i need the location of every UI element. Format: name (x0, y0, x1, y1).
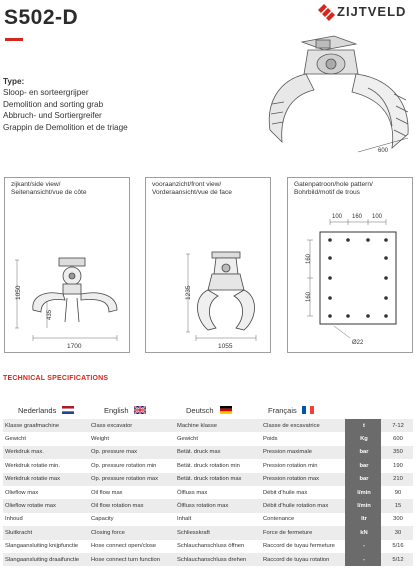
spec-cell-en: Op. pressure rotation max (89, 473, 175, 486)
spec-row (3, 513, 413, 526)
hole-dim-2: 160 (352, 214, 363, 220)
hole-dim-v2: 160 (306, 291, 312, 302)
spec-cell-de: Machine klasse (175, 419, 261, 432)
spec-cell-unit: - (345, 540, 381, 553)
specs-table (3, 419, 413, 566)
spec-cell-fr: Pression maximale (261, 446, 345, 459)
dutch-flag-icon (62, 406, 74, 414)
spec-cell-value: 190 (381, 459, 413, 472)
hole-pattern-caption-line2: Bohrbild/motif de trous (294, 189, 360, 197)
spec-cell-unit: l/min (345, 486, 381, 499)
spec-cell-de: Betät. druck rotation max (175, 473, 261, 486)
specs-heading: TECHNICAL SPECIFICATIONS (3, 375, 109, 382)
spec-cell-en: Op. pressure max (89, 446, 175, 459)
title-accent-bar (5, 38, 23, 41)
spec-cell-en: Capacity (89, 513, 175, 526)
spec-cell-en: Hose connect turn function (89, 553, 175, 566)
spec-cell-nl: Slangaansluiting draaifunctie (3, 553, 89, 566)
lang-header-fr: Français (268, 406, 297, 415)
spec-row (3, 499, 413, 512)
side-view-width-dim: 1700 (67, 343, 82, 350)
spec-row (3, 553, 413, 566)
spec-cell-value: 600 (381, 432, 413, 445)
spec-row (3, 473, 413, 486)
hole-pattern-caption-line1: Gatenpatroon/hole pattern/ (294, 181, 373, 188)
spec-cell-fr: Poids (261, 432, 345, 445)
front-view-height-dim: 1235 (185, 285, 192, 300)
spec-cell-de: Schliesskraft (175, 526, 261, 539)
spec-cell-value: 30 (381, 526, 413, 539)
spec-cell-nl: Werkdruk rotatie max (3, 473, 89, 486)
type-description (3, 76, 128, 133)
type-line-nl: Sloop- en sorteergrijper (3, 88, 89, 98)
spec-cell-fr: Force de fermeture (261, 526, 345, 539)
spec-cell-de: Schlauchanschluss öffnen (175, 540, 261, 553)
lang-header-nl: Nederlands (18, 406, 57, 415)
spec-cell-value: 5/16 (381, 540, 413, 553)
spec-cell-value: 7-12 (381, 419, 413, 432)
uk-flag-icon (134, 406, 146, 414)
spec-cell-en: Closing force (89, 526, 175, 539)
type-line-de: Abbruch- und Sortiergreifer (3, 111, 102, 121)
lang-header-en: English (104, 406, 129, 415)
side-view-height-dim: 1050 (15, 285, 22, 300)
german-flag-icon (220, 406, 232, 414)
spec-row (3, 446, 413, 459)
spec-cell-fr: Contenance (261, 513, 345, 526)
front-view-caption-line1: vooraanzicht/front view/ (152, 181, 222, 188)
type-label: Type: (3, 77, 25, 86)
spec-cell-unit: bar (345, 446, 381, 459)
spec-cell-en: Class excavator (89, 419, 175, 432)
spec-cell-de: Inhalt (175, 513, 261, 526)
panel-front-view (145, 177, 271, 353)
spec-cell-nl: Slangaansluiting knijpfunctie (3, 540, 89, 553)
spec-cell-unit: - (345, 553, 381, 566)
spec-cell-value: 5/12 (381, 553, 413, 566)
spec-cell-nl: Sluitkracht (3, 526, 89, 539)
spec-row (3, 486, 413, 499)
spec-cell-nl: Gewicht (3, 432, 89, 445)
hole-dim-3: 100 (372, 214, 383, 220)
type-line-en: Demolition and sorting grab (3, 99, 104, 109)
spec-cell-de: Ölfluss rotation max (175, 499, 261, 512)
spec-cell-fr: Raccord de tuyau rotation (261, 553, 345, 566)
side-view-caption-line1: zijkant/side view/ (11, 181, 61, 188)
grab-perspective-drawing (258, 34, 416, 162)
spec-cell-unit: ltr (345, 513, 381, 526)
spec-cell-de: Gewicht (175, 432, 261, 445)
spec-cell-value: 15 (381, 499, 413, 512)
brand-name: ZIJTVELD (337, 4, 407, 19)
brand-mark-icon (318, 4, 335, 21)
spec-cell-de: Betät. druck rotation min (175, 459, 261, 472)
spec-cell-value: 210 (381, 473, 413, 486)
spec-cell-fr: Raccord de tuyau fermeture (261, 540, 345, 553)
spec-row (3, 526, 413, 539)
side-view-drawing (5, 178, 131, 354)
spec-cell-nl: Werkdruk max. (3, 446, 89, 459)
spec-cell-value: 300 (381, 513, 413, 526)
hole-dim-1: 100 (332, 214, 343, 220)
spec-cell-nl: Klasse graafmachine (3, 419, 89, 432)
spec-row (3, 540, 413, 553)
spec-cell-unit: bar (345, 473, 381, 486)
spec-row (3, 432, 413, 445)
panel-hole-pattern (287, 177, 413, 353)
spec-cell-nl: Werkdruk rotatie min. (3, 459, 89, 472)
spec-cell-nl: Inhoud (3, 513, 89, 526)
spec-cell-nl: Olieflow max (3, 486, 89, 499)
spec-cell-fr: Débit d'huile max (261, 486, 345, 499)
front-view-width-dim: 1055 (218, 343, 233, 350)
spec-cell-fr: Pression rotation max (261, 473, 345, 486)
hole-pattern-drawing (288, 178, 414, 354)
spec-row (3, 459, 413, 472)
spec-cell-fr: Débit d'huile rotation max (261, 499, 345, 512)
spec-cell-de: Ölfluss max (175, 486, 261, 499)
spec-cell-unit: l/min (345, 499, 381, 512)
spec-cell-en: Oil flow rotation max (89, 499, 175, 512)
spec-cell-fr: Pression rotation min (261, 459, 345, 472)
spec-cell-unit: t (345, 419, 381, 432)
spec-cell-en: Oil flow max (89, 486, 175, 499)
panel-side-view (4, 177, 130, 353)
spec-cell-de: Schlauchanschluss drehen (175, 553, 261, 566)
hole-diameter-dim: Ø22 (352, 340, 364, 346)
spec-cell-nl: Olieflow rotatie max (3, 499, 89, 512)
side-view-caption-line2: Seitenansicht/vue de côte (11, 189, 87, 197)
spec-cell-value: 350 (381, 446, 413, 459)
french-flag-icon (302, 406, 314, 414)
spec-row (3, 419, 413, 432)
side-view-small-dim: 435 (47, 309, 53, 320)
spec-cell-en: Op. pressure rotation min (89, 459, 175, 472)
front-view-drawing (146, 178, 272, 354)
spec-cell-unit: bar (345, 459, 381, 472)
spec-cell-fr: Classe de excavatrice (261, 419, 345, 432)
lang-header-de: Deutsch (186, 406, 214, 415)
front-view-caption-line2: Vorderaansicht/vue de face (152, 189, 232, 197)
hero-dimension-label: 600 (378, 148, 389, 154)
spec-cell-unit: Kg (345, 432, 381, 445)
hole-dim-v1: 160 (306, 253, 312, 264)
spec-cell-value: 90 (381, 486, 413, 499)
spec-cell-en: Weight (89, 432, 175, 445)
spec-cell-de: Betät. druck max (175, 446, 261, 459)
spec-cell-unit: kN (345, 526, 381, 539)
product-model-title: S502-D (4, 6, 79, 29)
type-line-fr: Grappin de Demolition et de triage (3, 122, 128, 132)
spec-cell-en: Hose connect open/close (89, 540, 175, 553)
